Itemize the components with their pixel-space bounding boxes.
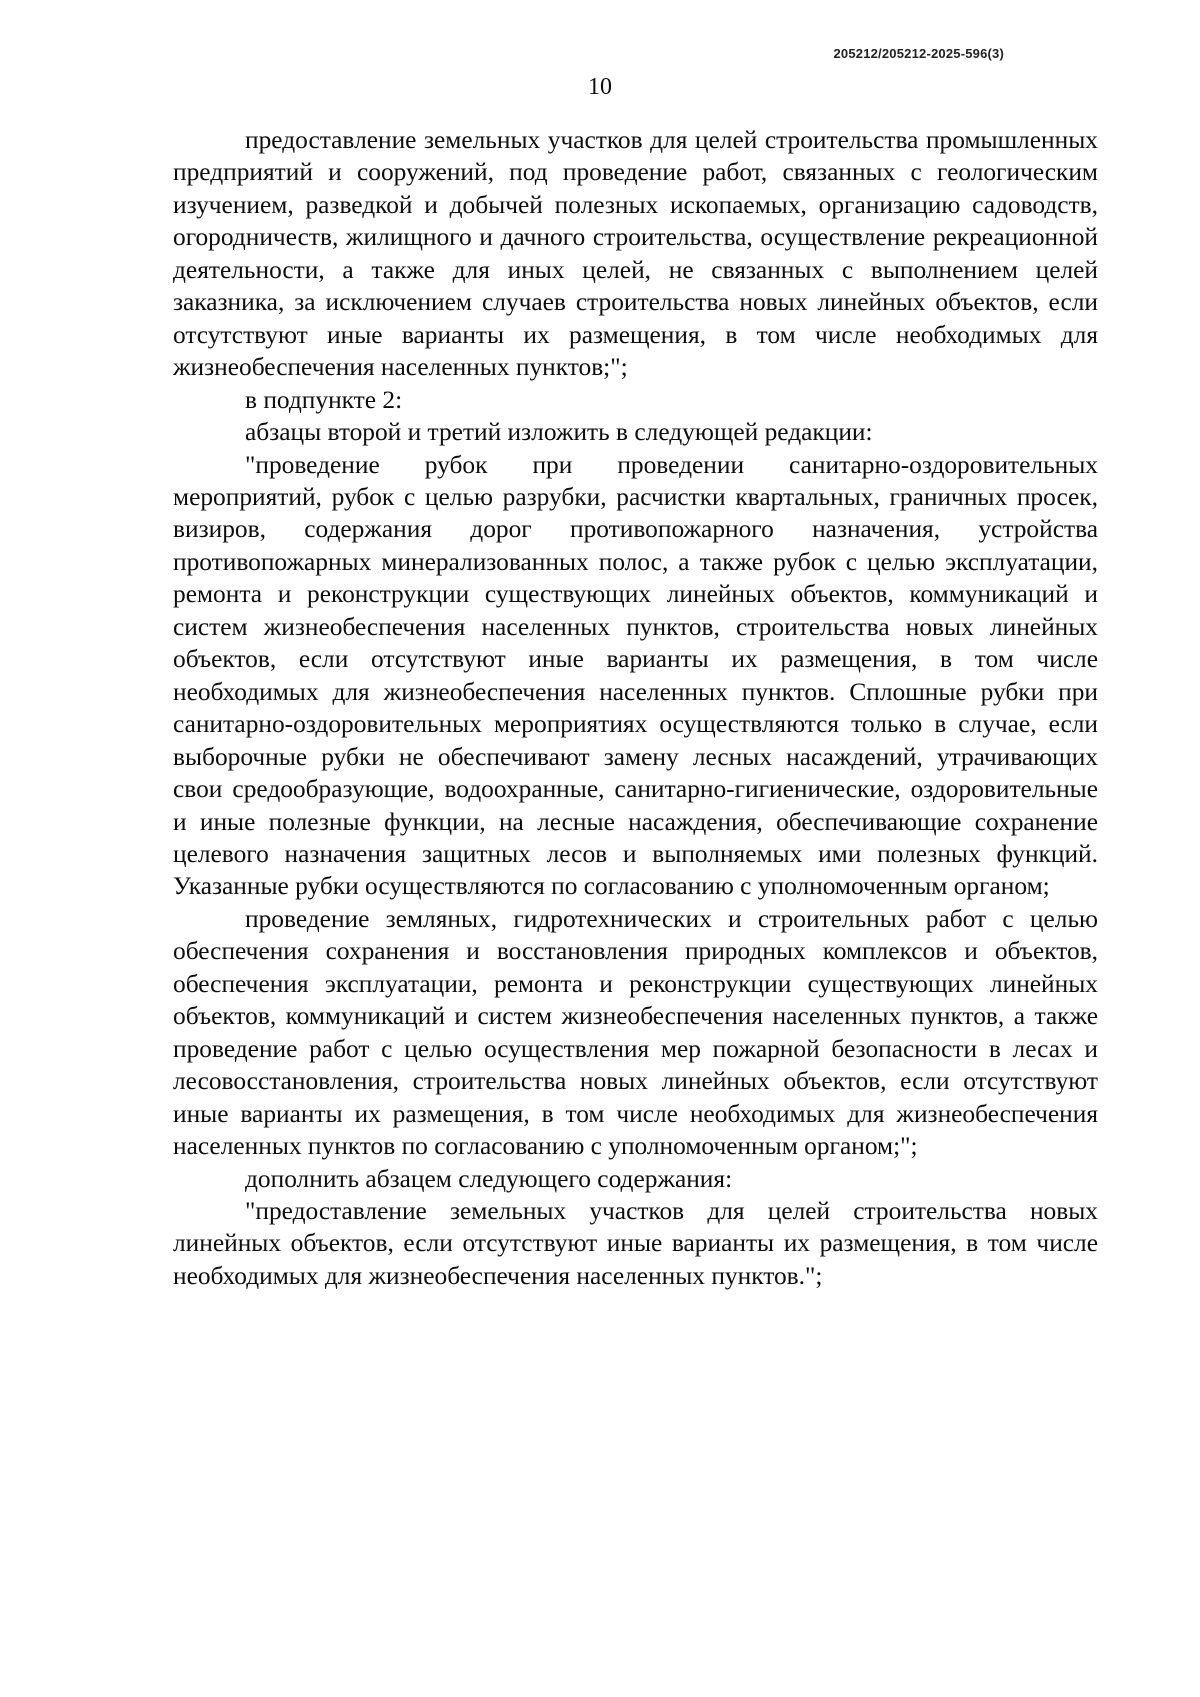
document-id: 205212/205212-2025-596(3) [833, 46, 1004, 61]
paragraph-construction-works: проведение земляных, гидротехнических и строительных работ с целью обеспечения сохранения и восстановления природных комплексов и объектов, обеспечения эксплуатации, ремонта и реконструкции существующих линейных объектов, коммуникаций и систем жизнеобеспечения населенных пунктов, а также проведение работ с целью осуществления мер пожарной безопасности в лесах и лесовосстановления, строительства новых линейных объектов, если отсутствуют иные варианты их размещения, в том числе необходимых для жизнеобеспечения населенных пунктов по согласованию с уполномоченным органом;"; [173, 904, 1098, 1161]
page-number: 10 [588, 74, 612, 100]
paragraph-new-linear-objects: "предоставление земельных участков для целей строительства новых линейных объектов, если отсутствуют иные варианты их размещения, в том числе необходимых для жизнеобеспечения населенных пунктов."; [173, 1196, 1098, 1290]
paragraph-addition-intro: дополнить абзацем следующего содержания: [245, 1164, 733, 1193]
paragraph-amendment-intro: абзацы второй и третий изложить в следующей редакции: [245, 418, 873, 447]
paragraph-land-provision: предоставление земельных участков для целей строительства промышленных предприятий и сооружений, под проведение работ, связанных с геологическим изучением, разведкой и добычей полезных ископаемых, организацию садоводств, огородничеств, жилищного и дачного строительства, осуществление рекреационной деятельности, а также для иных целей, не связанных с выполнением целей заказника, за исключением случаев строительства новых линейных объектов, если отсутствуют иные варианты их размещения, в том числе необходимых для жизнеобеспечения населенных пунктов;"; [173, 126, 1098, 382]
document-body [173, 124, 1098, 1292]
paragraph-subitem-2: в подпункте 2: [245, 385, 403, 414]
paragraph-logging: "проведение рубок при проведении санитарно-оздоровительных мероприятий, рубок с целью разрубки, расчистки квартальных, граничных просек, визиров, содержания дорог противопожарного назначения, устройства противопожарных минерализованных полос, а также рубок с целью эксплуатации, ремонта и реконструкции существующих линейных объектов, коммуникаций и систем жизнеобеспечения населенных пунктов, строительства новых линейных объектов, если отсутствуют иные варианты их размещения, в том числе необходимых для жизнеобеспечения населенных пунктов. Сплошные рубки при санитарно-оздоровительных мероприятиях осуществляются только в случае, если выборочные рубки не обеспечивают замену лесных насаждений, утрачивающих свои средообразующие, водоохранные, санитарно-гигиенические, оздоровительные и иные полезные функции, на лесные насаждения, обеспечивающие сохранение целевого назначения защитных лесов и выполняемых ими полезных функций. Указанные рубки осуществляются по согласованию с уполномоченным органом; [173, 450, 1098, 901]
